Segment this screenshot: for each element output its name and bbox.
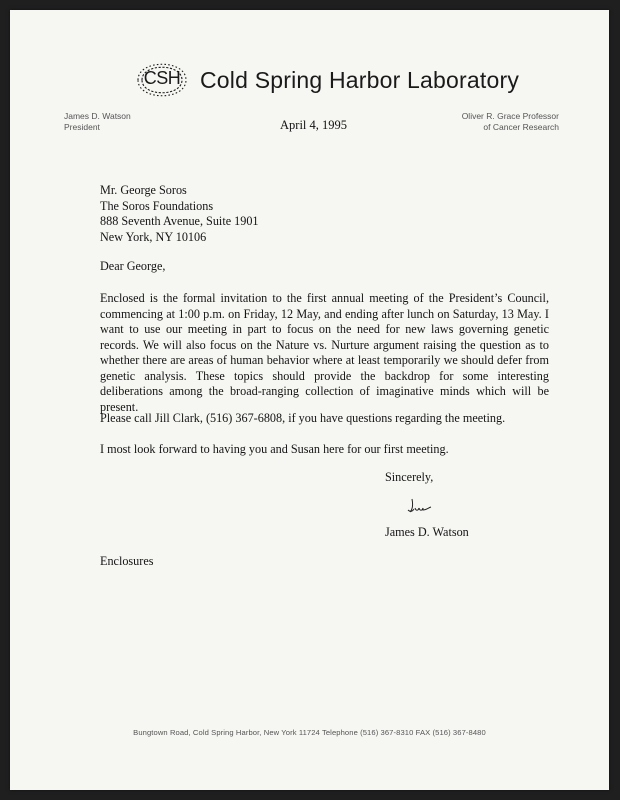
letter-date: April 4, 1995 xyxy=(280,118,348,132)
recipient-org: The Soros Foundations xyxy=(100,198,214,213)
signer-name: James D. Watson xyxy=(385,525,469,539)
lab-name: Cold Spring Harbor Laboratory xyxy=(200,66,520,93)
president-title: President xyxy=(64,122,100,132)
professorship-line1: Oliver R. Grace Professor xyxy=(461,111,559,121)
professorship-line2: of Cancer Research xyxy=(483,122,559,132)
header-right xyxy=(462,111,559,133)
letter-page xyxy=(10,10,609,790)
paragraph-invitation: Enclosed is the formal invitation to the first annual meeting of the President’s Council, commencing at 1:00 p.m. on Friday, 12 May, and ending after lunch on Saturday, 13 May. I want to use our meeting in part to focus on the need for new laws governing genetic records. We will also focus on the Nature vs. Nurture argument raising the question as to whether there are areas of human behavior where at least temporarily we should defer from genetic analysis. These topics should provide the backdrop for some interesting deliberations among the broad-ranging collection of imaginative minds which will be present. xyxy=(100,291,549,414)
salutation: Dear George, xyxy=(100,259,166,273)
enclosures-note: Enclosures xyxy=(100,554,154,568)
csh-logo-icon xyxy=(132,55,192,105)
president-name: James D. Watson xyxy=(64,111,131,121)
letterhead-footer: Bungtown Road, Cold Spring Harbor, New York 11724 Telephone (516) 367-8310 FAX (516) 367-8480 xyxy=(133,728,486,737)
complimentary-close: Sincerely, xyxy=(385,470,434,484)
recipient-city: New York, NY 10106 xyxy=(100,229,207,244)
recipient-address xyxy=(100,183,259,245)
letterhead xyxy=(132,55,519,105)
paragraph-contact: Please call Jill Clark, (516) 367-6808, if you have questions regarding the meeting. xyxy=(100,411,506,425)
header-left xyxy=(64,111,131,133)
recipient-street: 888 Seventh Avenue, Suite 1901 xyxy=(100,214,259,228)
recipient-name: Mr. George Soros xyxy=(100,183,187,197)
logo-text: CSH xyxy=(143,68,181,88)
paragraph-closing-remark: I most look forward to having you and Susan here for our first meeting. xyxy=(100,442,449,456)
handwritten-signature-icon xyxy=(406,497,436,520)
